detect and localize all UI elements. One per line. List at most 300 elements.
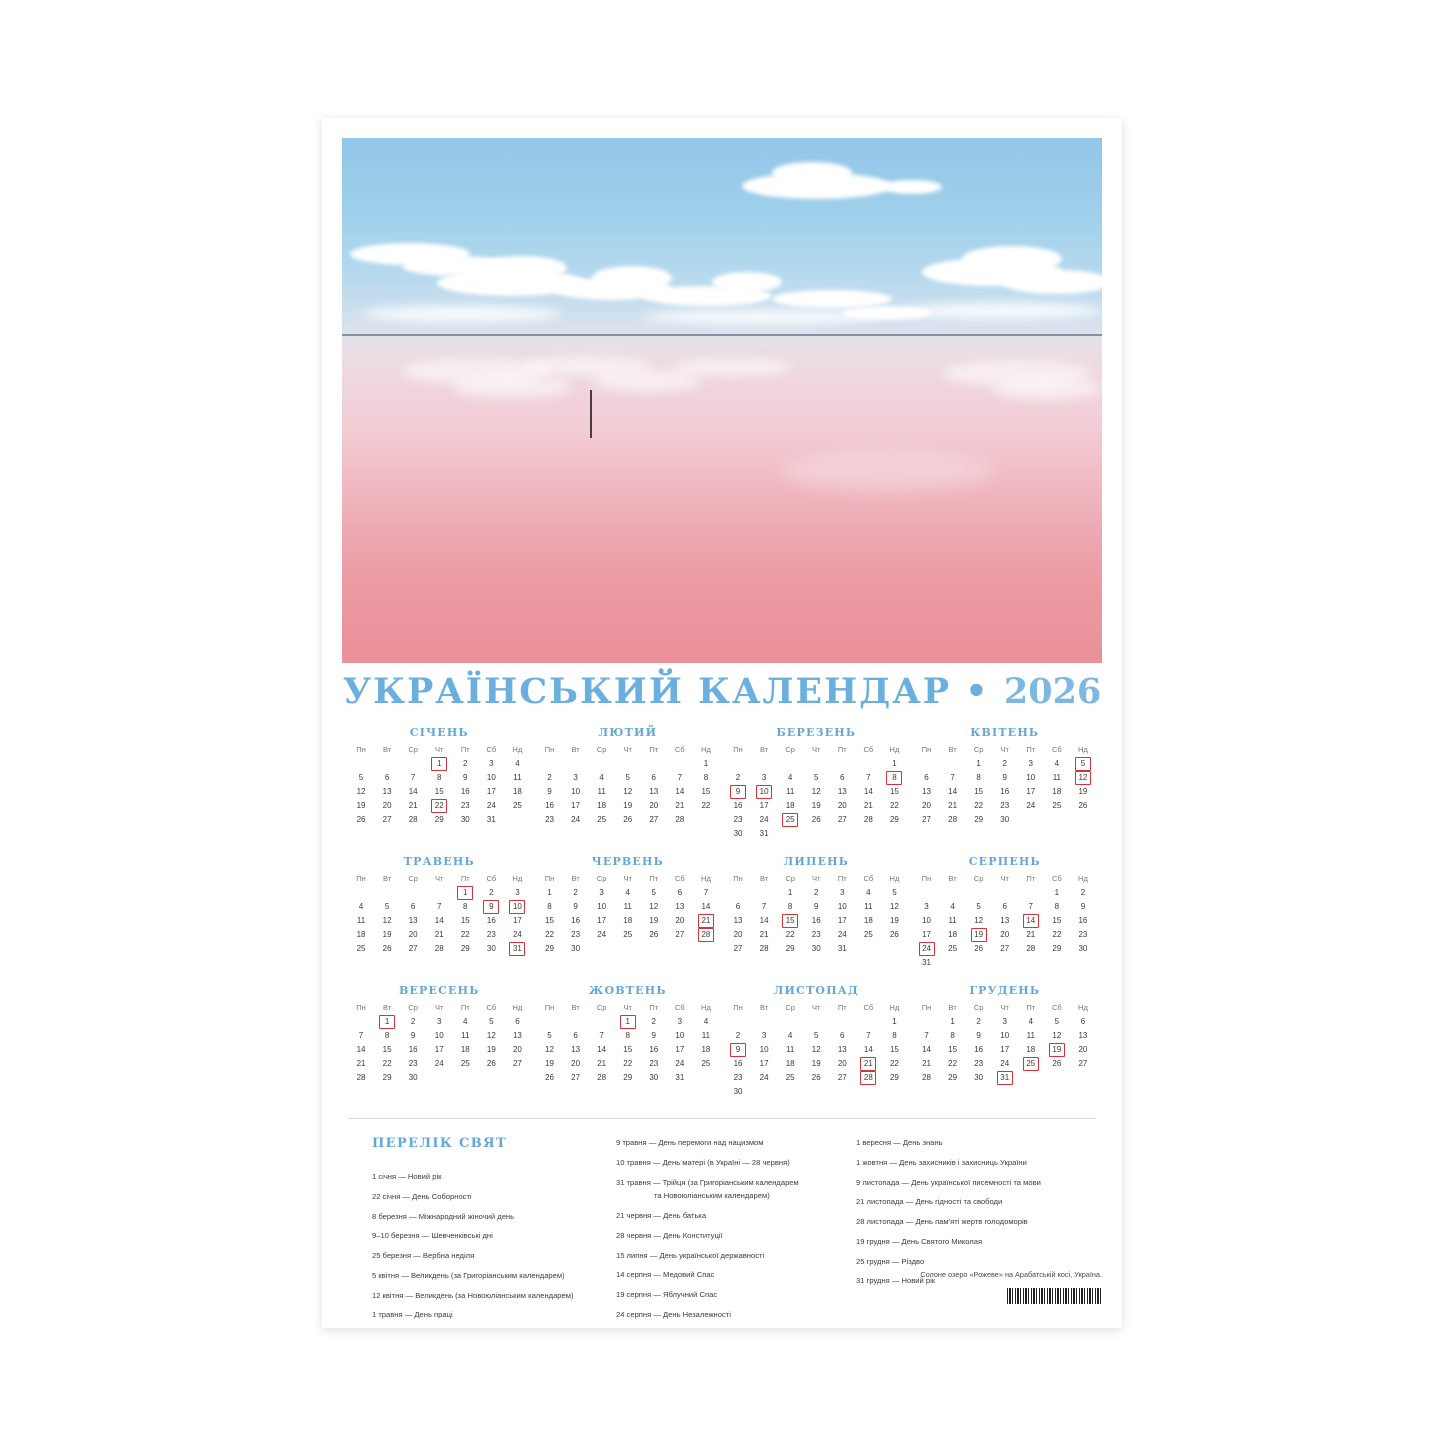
day-cell[interactable] xyxy=(725,1043,751,1057)
day-cell[interactable]: 9 xyxy=(651,1031,656,1040)
day-cell[interactable]: 7 xyxy=(866,773,871,782)
day-cell[interactable]: 20 xyxy=(649,801,659,810)
day-cell[interactable]: 27 xyxy=(571,1073,581,1082)
day-cell[interactable] xyxy=(426,799,452,813)
day-cell[interactable]: 25 xyxy=(948,944,958,953)
day-cell[interactable]: 16 xyxy=(545,801,554,810)
day-cell[interactable]: 12 xyxy=(1052,1031,1062,1040)
day-cell[interactable]: 11 xyxy=(356,916,366,925)
day-cell[interactable]: 22 xyxy=(785,930,795,939)
day-cell[interactable]: 15 xyxy=(623,1045,633,1054)
day-cell[interactable]: 25 xyxy=(863,930,873,939)
day-cell[interactable]: 6 xyxy=(840,1031,845,1040)
day-cell[interactable]: 23 xyxy=(733,1073,743,1082)
day-cell[interactable]: 13 xyxy=(837,1045,847,1054)
day-cell[interactable]: 7 xyxy=(924,1031,929,1040)
day-cell[interactable]: 1 xyxy=(703,759,709,768)
day-cell[interactable]: 1 xyxy=(1054,888,1060,897)
day-cell[interactable]: 27 xyxy=(1078,1059,1088,1068)
day-cell[interactable]: 23 xyxy=(571,930,581,939)
day-cell[interactable]: 5 xyxy=(358,773,364,782)
day-cell[interactable]: 30 xyxy=(460,815,470,824)
day-cell[interactable]: 20 xyxy=(408,930,418,939)
day-cell[interactable]: 17 xyxy=(1000,1045,1010,1054)
day-cell[interactable]: 22 xyxy=(948,1059,958,1068)
day-cell[interactable]: 25 xyxy=(356,944,366,953)
day-cell[interactable]: 26 xyxy=(545,1073,554,1082)
day-cell[interactable]: 20 xyxy=(1078,1045,1088,1054)
day-cell[interactable]: 23 xyxy=(545,815,554,824)
day-cell[interactable]: 11 xyxy=(786,1045,795,1054)
day-cell[interactable]: 15 xyxy=(889,787,899,796)
day-cell[interactable]: 14 xyxy=(863,1045,873,1054)
day-cell[interactable]: 23 xyxy=(408,1059,418,1068)
day-cell[interactable]: 14 xyxy=(863,787,873,796)
day-cell[interactable]: 9 xyxy=(976,1031,981,1040)
day-cell[interactable]: 11 xyxy=(461,1031,470,1040)
day-cell[interactable]: 15 xyxy=(382,1045,392,1054)
day-cell[interactable]: 16 xyxy=(649,1045,659,1054)
day-cell[interactable]: 25 xyxy=(1052,801,1062,810)
day-cell[interactable]: 27 xyxy=(1000,944,1010,953)
day-cell[interactable]: 4 xyxy=(625,888,630,897)
day-cell[interactable]: 19 xyxy=(623,801,633,810)
day-cell[interactable]: 3 xyxy=(1002,1017,1007,1026)
day-cell[interactable]: 6 xyxy=(573,1031,578,1040)
day-cell[interactable]: 29 xyxy=(889,815,899,824)
day-cell[interactable]: 3 xyxy=(761,773,767,782)
day-cell[interactable]: 7 xyxy=(358,1031,364,1040)
day-cell[interactable]: 28 xyxy=(759,944,769,953)
day-cell[interactable] xyxy=(751,785,777,799)
day-cell[interactable]: 28 xyxy=(922,1073,931,1082)
day-cell[interactable]: 15 xyxy=(889,1045,899,1054)
day-cell[interactable]: 19 xyxy=(1078,787,1088,796)
day-cell[interactable]: 11 xyxy=(864,902,873,911)
day-cell[interactable]: 11 xyxy=(786,787,795,796)
day-cell[interactable]: 11 xyxy=(597,787,606,796)
day-cell[interactable]: 23 xyxy=(486,930,496,939)
day-cell[interactable]: 17 xyxy=(759,1059,769,1068)
day-cell[interactable]: 6 xyxy=(924,773,929,782)
day-cell[interactable]: 7 xyxy=(410,773,416,782)
day-cell[interactable] xyxy=(914,942,940,956)
day-cell[interactable]: 9 xyxy=(1080,902,1086,911)
day-cell[interactable]: 31 xyxy=(922,958,931,967)
day-cell[interactable] xyxy=(777,813,803,827)
day-cell[interactable]: 18 xyxy=(701,1045,711,1054)
day-cell[interactable]: 8 xyxy=(703,773,709,782)
day-cell[interactable]: 20 xyxy=(512,1045,522,1054)
day-cell[interactable]: 24 xyxy=(837,930,847,939)
day-cell[interactable]: 29 xyxy=(785,944,795,953)
day-cell[interactable]: 13 xyxy=(1078,1031,1088,1040)
day-cell[interactable]: 19 xyxy=(649,916,659,925)
day-cell[interactable]: 15 xyxy=(701,787,711,796)
day-cell[interactable]: 14 xyxy=(759,916,769,925)
day-cell[interactable]: 2 xyxy=(735,1031,741,1040)
day-cell[interactable]: 20 xyxy=(382,801,392,810)
day-cell[interactable]: 2 xyxy=(410,1017,416,1026)
day-cell[interactable]: 24 xyxy=(571,815,581,824)
day-cell[interactable]: 3 xyxy=(1028,759,1033,768)
day-cell[interactable]: 14 xyxy=(408,787,418,796)
day-cell[interactable]: 21 xyxy=(434,930,444,939)
day-cell[interactable]: 21 xyxy=(675,801,685,810)
day-cell[interactable]: 5 xyxy=(547,1031,552,1040)
day-cell[interactable]: 2 xyxy=(976,1017,981,1026)
day-cell[interactable]: 13 xyxy=(512,1031,522,1040)
day-cell[interactable]: 27 xyxy=(837,1073,847,1082)
day-cell[interactable]: 3 xyxy=(436,1017,442,1026)
day-cell[interactable]: 25 xyxy=(785,1073,795,1082)
day-cell[interactable]: 17 xyxy=(486,787,496,796)
day-cell[interactable]: 12 xyxy=(382,916,392,925)
day-cell[interactable]: 18 xyxy=(512,787,522,796)
day-cell[interactable]: 16 xyxy=(974,1045,984,1054)
day-cell[interactable]: 14 xyxy=(597,1045,607,1054)
day-cell[interactable]: 22 xyxy=(460,930,470,939)
day-cell[interactable]: 8 xyxy=(384,1031,390,1040)
day-cell[interactable]: 19 xyxy=(486,1045,496,1054)
day-cell[interactable]: 19 xyxy=(889,916,899,925)
day-cell[interactable]: 24 xyxy=(1026,801,1036,810)
day-cell[interactable]: 9 xyxy=(547,787,552,796)
day-cell[interactable]: 21 xyxy=(863,801,873,810)
day-cell[interactable]: 3 xyxy=(924,902,929,911)
day-cell[interactable]: 18 xyxy=(785,801,795,810)
day-cell[interactable]: 13 xyxy=(1000,916,1010,925)
day-cell[interactable]: 2 xyxy=(813,888,819,897)
day-cell[interactable]: 22 xyxy=(382,1059,392,1068)
day-cell[interactable]: 25 xyxy=(512,801,522,810)
day-cell[interactable]: 30 xyxy=(811,944,821,953)
day-cell[interactable]: 20 xyxy=(922,801,931,810)
day-cell[interactable]: 14 xyxy=(922,1045,931,1054)
day-cell[interactable]: 10 xyxy=(597,902,607,911)
day-cell[interactable]: 16 xyxy=(460,787,470,796)
day-cell[interactable]: 24 xyxy=(486,801,496,810)
day-cell[interactable]: 10 xyxy=(837,902,847,911)
day-cell[interactable]: 9 xyxy=(410,1031,416,1040)
day-cell[interactable]: 24 xyxy=(759,815,769,824)
day-cell[interactable]: 22 xyxy=(545,930,554,939)
day-cell[interactable]: 20 xyxy=(571,1059,581,1068)
day-cell[interactable]: 18 xyxy=(460,1045,470,1054)
day-cell[interactable]: 20 xyxy=(837,801,847,810)
day-cell[interactable]: 23 xyxy=(649,1059,659,1068)
day-cell[interactable] xyxy=(426,757,452,771)
day-cell[interactable]: 13 xyxy=(571,1045,581,1054)
day-cell[interactable]: 12 xyxy=(649,902,659,911)
day-cell[interactable]: 2 xyxy=(1080,888,1086,897)
day-cell[interactable]: 10 xyxy=(1000,1031,1010,1040)
day-cell[interactable]: 28 xyxy=(597,1073,607,1082)
day-cell[interactable]: 8 xyxy=(625,1031,630,1040)
day-cell[interactable]: 11 xyxy=(513,773,522,782)
day-cell[interactable]: 9 xyxy=(813,902,819,911)
day-cell[interactable]: 16 xyxy=(486,916,496,925)
day-cell[interactable]: 27 xyxy=(733,944,743,953)
day-cell[interactable]: 14 xyxy=(701,902,711,911)
day-cell[interactable]: 3 xyxy=(761,1031,767,1040)
day-cell[interactable]: 26 xyxy=(811,1073,821,1082)
day-cell[interactable] xyxy=(777,914,803,928)
day-cell[interactable]: 23 xyxy=(974,1059,984,1068)
day-cell[interactable] xyxy=(1018,1057,1044,1071)
day-cell[interactable]: 10 xyxy=(675,1031,685,1040)
day-cell[interactable]: 26 xyxy=(1078,801,1088,810)
day-cell[interactable]: 13 xyxy=(837,787,847,796)
day-cell[interactable]: 31 xyxy=(837,944,847,953)
day-cell[interactable]: 31 xyxy=(486,815,496,824)
day-cell[interactable]: 10 xyxy=(922,916,931,925)
day-cell[interactable]: 26 xyxy=(356,815,366,824)
day-cell[interactable]: 20 xyxy=(675,916,685,925)
day-cell[interactable]: 17 xyxy=(1026,787,1036,796)
day-cell[interactable]: 7 xyxy=(950,773,955,782)
day-cell[interactable]: 13 xyxy=(382,787,392,796)
day-cell[interactable] xyxy=(478,900,504,914)
day-cell[interactable]: 5 xyxy=(813,1031,819,1040)
day-cell[interactable]: 20 xyxy=(733,930,743,939)
day-cell[interactable]: 7 xyxy=(866,1031,871,1040)
day-cell[interactable]: 7 xyxy=(761,902,767,911)
day-cell[interactable]: 27 xyxy=(922,815,931,824)
day-cell[interactable]: 12 xyxy=(889,902,899,911)
day-cell[interactable]: 8 xyxy=(950,1031,955,1040)
day-cell[interactable]: 17 xyxy=(759,801,769,810)
day-cell[interactable]: 5 xyxy=(384,902,390,911)
day-cell[interactable]: 25 xyxy=(701,1059,711,1068)
day-cell[interactable] xyxy=(992,1071,1018,1085)
day-cell[interactable]: 19 xyxy=(811,1059,821,1068)
day-cell[interactable] xyxy=(1044,1043,1070,1057)
day-cell[interactable]: 29 xyxy=(948,1073,958,1082)
day-cell[interactable]: 18 xyxy=(356,930,366,939)
day-cell[interactable]: 8 xyxy=(463,902,468,911)
day-cell[interactable] xyxy=(966,928,992,942)
day-cell[interactable]: 25 xyxy=(623,930,633,939)
day-cell[interactable]: 31 xyxy=(675,1073,685,1082)
day-cell[interactable] xyxy=(1018,914,1044,928)
day-cell[interactable]: 28 xyxy=(356,1073,366,1082)
day-cell[interactable]: 26 xyxy=(486,1059,496,1068)
day-cell[interactable]: 21 xyxy=(408,801,418,810)
day-cell[interactable]: 13 xyxy=(922,787,931,796)
day-cell[interactable]: 19 xyxy=(545,1059,554,1068)
day-cell[interactable]: 7 xyxy=(1028,902,1033,911)
day-cell[interactable]: 28 xyxy=(675,815,685,824)
day-cell[interactable]: 13 xyxy=(733,916,743,925)
day-cell[interactable] xyxy=(693,914,719,928)
day-cell[interactable] xyxy=(504,900,530,914)
day-cell[interactable] xyxy=(855,1057,881,1071)
day-cell[interactable] xyxy=(452,886,478,900)
day-cell[interactable]: 17 xyxy=(571,801,581,810)
day-cell[interactable]: 27 xyxy=(837,815,847,824)
day-cell[interactable]: 10 xyxy=(486,773,496,782)
day-cell[interactable] xyxy=(1070,757,1096,771)
day-cell[interactable]: 16 xyxy=(733,801,743,810)
day-cell[interactable]: 26 xyxy=(1052,1059,1062,1068)
day-cell[interactable] xyxy=(881,771,907,785)
day-cell[interactable]: 8 xyxy=(787,902,793,911)
day-cell[interactable]: 30 xyxy=(1000,815,1010,824)
day-cell[interactable]: 8 xyxy=(1054,902,1060,911)
day-cell[interactable]: 14 xyxy=(675,787,685,796)
day-cell[interactable]: 5 xyxy=(892,888,897,897)
day-cell[interactable]: 2 xyxy=(735,773,741,782)
day-cell[interactable]: 13 xyxy=(675,902,685,911)
day-cell[interactable]: 30 xyxy=(733,1087,743,1096)
day-cell[interactable]: 8 xyxy=(436,773,442,782)
day-cell[interactable]: 17 xyxy=(837,916,847,925)
day-cell[interactable]: 27 xyxy=(408,944,418,953)
day-cell[interactable]: 17 xyxy=(434,1045,444,1054)
day-cell[interactable]: 4 xyxy=(358,902,364,911)
day-cell[interactable]: 1 xyxy=(950,1017,955,1026)
day-cell[interactable]: 6 xyxy=(410,902,416,911)
day-cell[interactable]: 21 xyxy=(948,801,958,810)
day-cell[interactable]: 2 xyxy=(489,888,494,897)
day-cell[interactable]: 11 xyxy=(948,916,957,925)
day-cell[interactable]: 24 xyxy=(675,1059,685,1068)
day-cell[interactable]: 15 xyxy=(974,787,984,796)
day-cell[interactable]: 21 xyxy=(356,1059,366,1068)
day-cell[interactable]: 2 xyxy=(547,773,552,782)
day-cell[interactable]: 25 xyxy=(597,815,607,824)
day-cell[interactable]: 11 xyxy=(623,902,632,911)
day-cell[interactable]: 7 xyxy=(677,773,683,782)
day-cell[interactable]: 29 xyxy=(434,815,444,824)
day-cell[interactable]: 1 xyxy=(547,888,552,897)
day-cell[interactable]: 6 xyxy=(840,773,845,782)
day-cell[interactable]: 18 xyxy=(623,916,633,925)
day-cell[interactable]: 24 xyxy=(434,1059,444,1068)
day-cell[interactable]: 17 xyxy=(922,930,931,939)
day-cell[interactable]: 12 xyxy=(811,1045,821,1054)
day-cell[interactable]: 27 xyxy=(512,1059,522,1068)
day-cell[interactable]: 6 xyxy=(515,1017,520,1026)
day-cell[interactable]: 10 xyxy=(1026,773,1036,782)
day-cell[interactable]: 17 xyxy=(597,916,607,925)
day-cell[interactable]: 5 xyxy=(976,902,981,911)
day-cell[interactable]: 14 xyxy=(948,787,958,796)
day-cell[interactable]: 10 xyxy=(571,787,581,796)
day-cell[interactable]: 1 xyxy=(892,759,897,768)
day-cell[interactable]: 4 xyxy=(703,1017,709,1026)
day-cell[interactable]: 18 xyxy=(863,916,873,925)
day-cell[interactable]: 25 xyxy=(460,1059,470,1068)
day-cell[interactable]: 20 xyxy=(1000,930,1010,939)
day-cell[interactable] xyxy=(693,928,719,942)
day-cell[interactable]: 3 xyxy=(515,888,520,897)
day-cell[interactable]: 6 xyxy=(1002,902,1007,911)
day-cell[interactable]: 3 xyxy=(599,888,604,897)
day-cell[interactable]: 21 xyxy=(1026,930,1036,939)
day-cell[interactable]: 5 xyxy=(489,1017,494,1026)
day-cell[interactable]: 16 xyxy=(733,1059,743,1068)
day-cell[interactable]: 26 xyxy=(623,815,633,824)
day-cell[interactable]: 31 xyxy=(759,829,769,838)
day-cell[interactable]: 3 xyxy=(489,759,494,768)
day-cell[interactable]: 30 xyxy=(974,1073,984,1082)
day-cell[interactable]: 16 xyxy=(408,1045,418,1054)
day-cell[interactable]: 12 xyxy=(356,787,366,796)
day-cell[interactable]: 16 xyxy=(1078,916,1088,925)
day-cell[interactable]: 4 xyxy=(1054,759,1060,768)
day-cell[interactable]: 10 xyxy=(759,1045,769,1054)
day-cell[interactable] xyxy=(504,942,530,956)
day-cell[interactable]: 23 xyxy=(460,801,470,810)
day-cell[interactable]: 28 xyxy=(863,815,873,824)
day-cell[interactable]: 4 xyxy=(787,1031,793,1040)
day-cell[interactable]: 22 xyxy=(623,1059,633,1068)
day-cell[interactable]: 15 xyxy=(1052,916,1062,925)
day-cell[interactable]: 11 xyxy=(701,1031,711,1040)
day-cell[interactable]: 18 xyxy=(1026,1045,1036,1054)
day-cell[interactable]: 28 xyxy=(1026,944,1036,953)
day-cell[interactable]: 14 xyxy=(434,916,444,925)
day-cell[interactable]: 8 xyxy=(892,1031,897,1040)
day-cell[interactable]: 14 xyxy=(356,1045,366,1054)
day-cell[interactable] xyxy=(725,785,751,799)
day-cell[interactable]: 1 xyxy=(892,1017,897,1026)
day-cell[interactable]: 4 xyxy=(463,1017,468,1026)
day-cell[interactable]: 13 xyxy=(649,787,659,796)
day-cell[interactable]: 29 xyxy=(460,944,470,953)
day-cell[interactable]: 30 xyxy=(733,829,743,838)
day-cell[interactable]: 7 xyxy=(703,888,709,897)
day-cell[interactable]: 29 xyxy=(1052,944,1062,953)
day-cell[interactable]: 16 xyxy=(571,916,581,925)
day-cell[interactable]: 5 xyxy=(813,773,819,782)
day-cell[interactable]: 13 xyxy=(408,916,418,925)
day-cell[interactable]: 4 xyxy=(1028,1017,1033,1026)
day-cell[interactable]: 4 xyxy=(515,759,520,768)
day-cell[interactable]: 4 xyxy=(950,902,955,911)
day-cell[interactable]: 7 xyxy=(436,902,442,911)
day-cell[interactable]: 18 xyxy=(1052,787,1062,796)
day-cell[interactable]: 11 xyxy=(1026,1031,1035,1040)
day-cell[interactable]: 26 xyxy=(889,930,899,939)
day-cell[interactable]: 24 xyxy=(512,930,522,939)
day-cell[interactable]: 30 xyxy=(486,944,496,953)
day-cell[interactable]: 30 xyxy=(408,1073,418,1082)
day-cell[interactable]: 28 xyxy=(408,815,418,824)
day-cell[interactable]: 4 xyxy=(866,888,871,897)
day-cell[interactable]: 28 xyxy=(948,815,958,824)
day-cell[interactable]: 2 xyxy=(463,759,468,768)
day-cell[interactable]: 29 xyxy=(974,815,984,824)
day-cell[interactable]: 3 xyxy=(840,888,845,897)
day-cell[interactable]: 22 xyxy=(974,801,984,810)
day-cell[interactable] xyxy=(1070,771,1096,785)
day-cell[interactable]: 30 xyxy=(1078,944,1088,953)
day-cell[interactable]: 6 xyxy=(735,902,741,911)
day-cell[interactable]: 9 xyxy=(1002,773,1007,782)
day-cell[interactable]: 23 xyxy=(1078,930,1088,939)
day-cell[interactable]: 30 xyxy=(571,944,581,953)
day-cell[interactable]: 6 xyxy=(677,888,683,897)
day-cell[interactable]: 22 xyxy=(889,801,899,810)
day-cell[interactable]: 16 xyxy=(1000,787,1010,796)
day-cell[interactable]: 11 xyxy=(1052,773,1061,782)
day-cell[interactable]: 26 xyxy=(974,944,984,953)
day-cell[interactable]: 9 xyxy=(463,773,468,782)
day-cell[interactable]: 26 xyxy=(811,815,821,824)
